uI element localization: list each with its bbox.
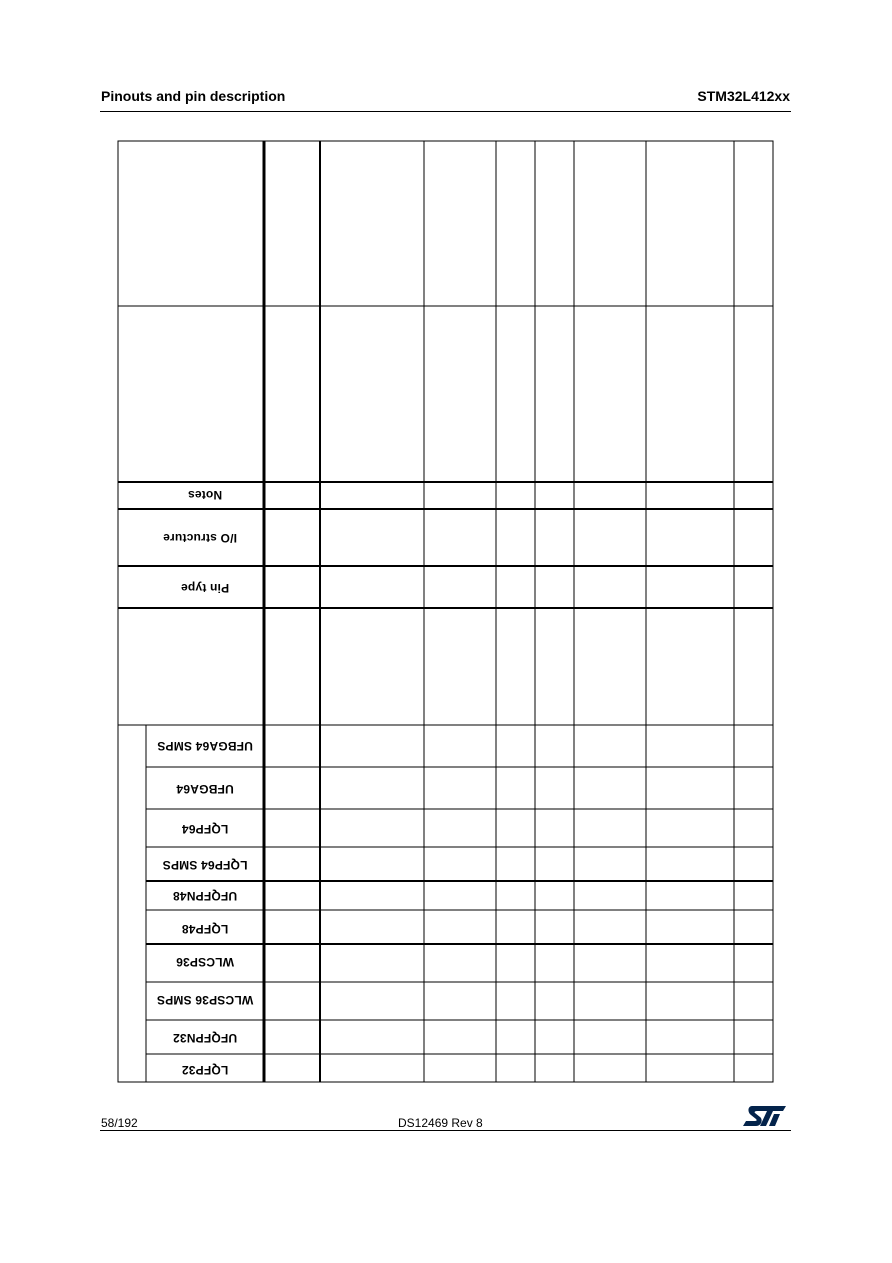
package-label: UFQFPN32 bbox=[172, 1031, 238, 1045]
package-label: WLCSP36 bbox=[175, 955, 235, 969]
package-label: UFQFPN48 bbox=[172, 889, 238, 903]
page-number: 58/192 bbox=[101, 1116, 138, 1130]
package-label: UFBGA64 SMPS bbox=[157, 739, 253, 753]
io-structure-label: I/O structure bbox=[163, 531, 237, 545]
st-logo-icon bbox=[742, 1104, 788, 1128]
package-label: LQFP64 SMPS bbox=[162, 858, 248, 872]
document-reference: DS12469 Rev 8 bbox=[398, 1116, 483, 1130]
header-rule bbox=[100, 111, 791, 112]
package-label: LQFP32 bbox=[181, 1063, 229, 1077]
package-label: UFBGA64 bbox=[176, 782, 234, 796]
package-label: LQFP64 bbox=[181, 822, 229, 836]
footer-rule bbox=[100, 1130, 791, 1131]
package-label: LQFP48 bbox=[181, 922, 229, 936]
part-number: STM32L412xx bbox=[697, 88, 790, 104]
package-label: WLCSP36 SMPS bbox=[156, 993, 254, 1007]
notes-label: Notes bbox=[187, 488, 223, 502]
section-title: Pinouts and pin description bbox=[101, 88, 286, 104]
pin-type-label: Pin type bbox=[180, 581, 230, 595]
